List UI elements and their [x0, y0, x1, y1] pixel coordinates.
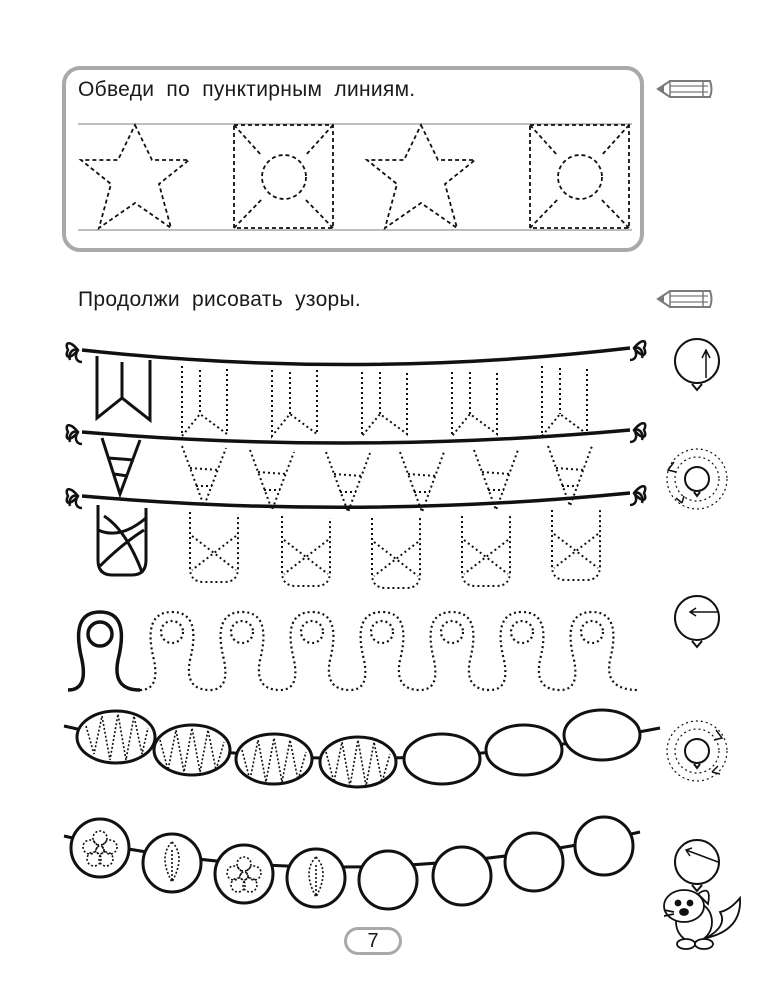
rounded-flag-solid — [98, 505, 146, 575]
oval-bead — [404, 734, 480, 784]
oval-bead — [486, 725, 562, 775]
garland-rope-1 — [82, 348, 630, 365]
page-number-label: 7 — [367, 929, 379, 952]
balloon-circle-arrows-icon — [667, 449, 727, 509]
task-instruction-continue: Продолжи рисовать узоры. — [78, 288, 362, 311]
round-bead — [505, 833, 563, 891]
garland-rope-2 — [82, 430, 630, 443]
oval-bead — [564, 710, 640, 760]
pennant-solid — [97, 356, 150, 420]
balloon-arrow-left-icon — [675, 596, 719, 647]
bow-icon — [67, 425, 82, 444]
round-bead — [359, 851, 417, 909]
bow-icon — [67, 489, 82, 508]
balloon-arrow-up-icon — [675, 339, 719, 390]
pennant-dashed-row — [182, 366, 587, 436]
garland-rope-3 — [82, 493, 630, 507]
round-bead — [575, 817, 633, 875]
bow-icon — [630, 423, 645, 442]
oval-bead — [320, 737, 396, 787]
oval-bead — [154, 725, 230, 775]
task-instruction-trace: Обведи по пунктирным линиям. — [78, 78, 416, 101]
triangle-flag-solid — [102, 438, 140, 494]
oval-bead — [77, 711, 155, 763]
bow-icon — [630, 341, 645, 360]
loop-pattern-solid — [68, 612, 140, 690]
balloon-circle-arrows-icon — [667, 721, 727, 781]
bow-icon — [630, 486, 645, 505]
oval-bead — [236, 734, 312, 784]
round-bead — [215, 845, 273, 903]
round-bead — [433, 847, 491, 905]
rounded-flag-dashed-row — [190, 510, 600, 588]
balloon-arrow-diagonal-icon — [675, 840, 719, 891]
loop-pattern-dashed — [140, 612, 638, 690]
bow-icon — [67, 343, 82, 362]
round-bead — [71, 819, 129, 877]
fox-mascot-icon — [664, 890, 740, 949]
page-number — [344, 927, 402, 955]
